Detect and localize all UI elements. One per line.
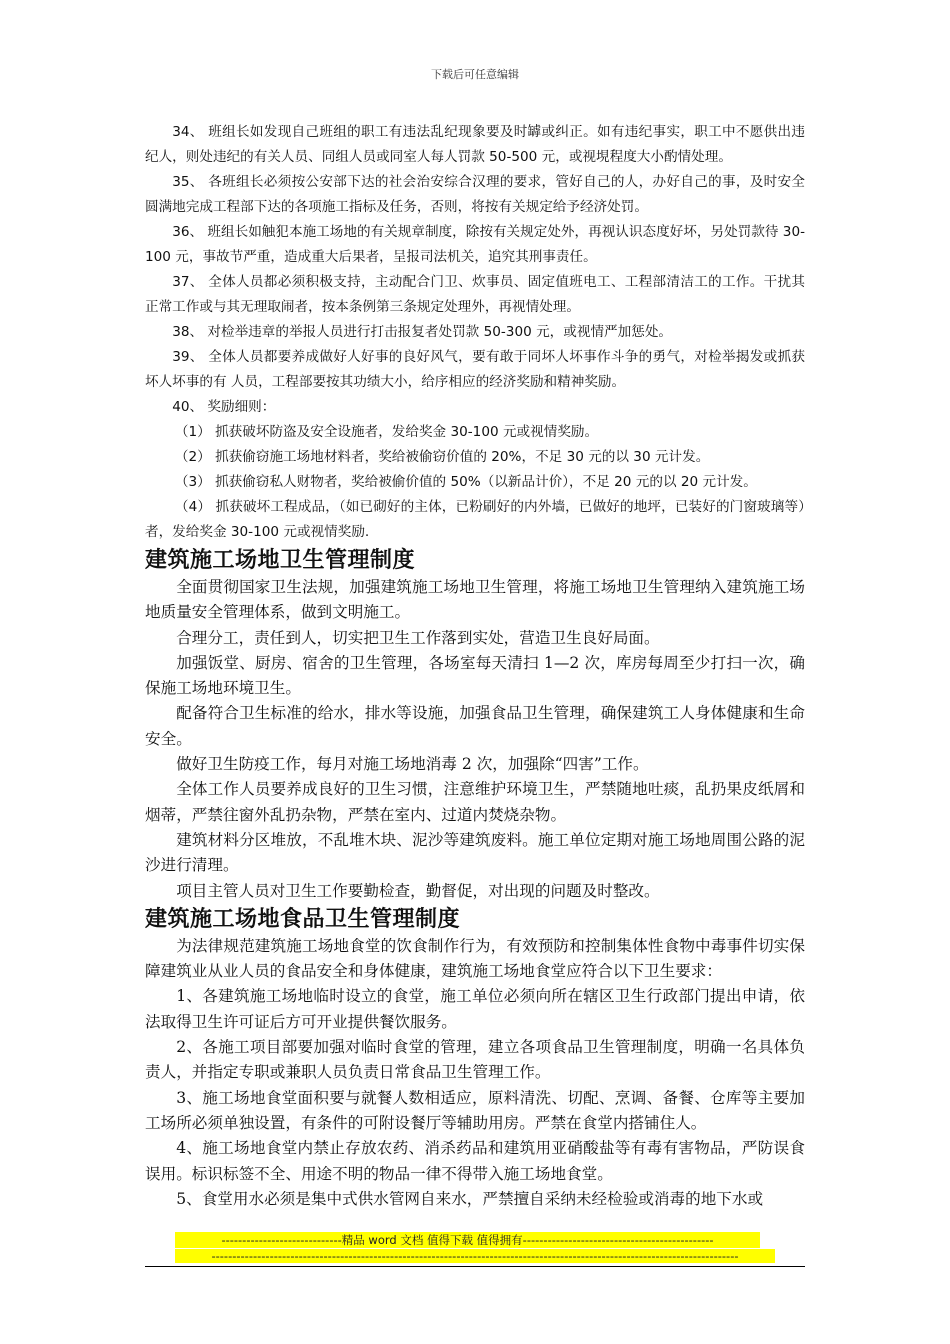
paragraph: 全体工作人员要养成良好的卫生习惯，注意维护环境卫生，严禁随地吐痰，乱扔果皮纸屑和烟蒂，严禁往窗外乱扔杂物，严禁在室内、过道内焚烧杂物。 bbox=[145, 780, 805, 824]
paragraph: 做好卫生防疫工作，每月对施工场地消毒 2 次，加强除“四害”工作。 bbox=[176, 755, 649, 774]
reward-item: （4） 抓获破坏工程成品，（如已砌好的主体，已粉刷好的内外墙，已做好的地坪，已装好的门窗玻璃等）者，发给奖金 30-100 元或视情奖励. bbox=[145, 499, 805, 540]
paragraph: 为法律规范建筑施工场地食堂的饮食制作行为，有效预防和控制集体性食物中毒事件切实保障建筑业从业人员的食品安全和身体健康，建筑施工场地食堂应符合以下卫生要求： bbox=[145, 936, 805, 981]
rule-36: 36、 班组长如触犯本施工场地的有关规章制度，除按有关规定处外，再视认识态度好坏，另处罚款待 30-100 元，事故节严重，造成重大后果者，呈报司法机关，追究其刑事责任。 bbox=[145, 224, 805, 265]
rule-40: 40、 奖励细则： bbox=[172, 399, 276, 415]
rule-38: 38、 对检举违章的举报人员进行打击报复者处罚款 50-300 元，或视情严加惩处。 bbox=[172, 324, 673, 340]
section-title-sanitation: 建筑施工场地卫生管理制度 bbox=[145, 548, 416, 573]
rules-list bbox=[145, 120, 805, 545]
paragraph: 4、施工场地食堂内禁止存放农药、消杀药品和建筑用亚硝酸盐等有毒有害物品，严防误食误用。标识标签不全、用途不明的物品一律不得带入施工场地食堂。 bbox=[145, 1139, 805, 1183]
sanitation-section bbox=[145, 575, 805, 904]
footer-banner-line: -----------------------------精品 word 文档 值得下载 值得拥有---------------------------------------------- bbox=[175, 1232, 760, 1248]
section-title-food-safety: 建筑施工场地食品卫生管理制度 bbox=[145, 906, 461, 932]
rule-39: 39、 全体人员都要养成做好人好事的良好风气，要有敢于同坏人坏事作斗争的勇气，对检举揭发或抓获坏人坏事的有 人员，工程部要按其功绩大小，给序相应的经济奖励和精神奖励。 bbox=[145, 349, 805, 390]
rule-34: 34、 班组长如发现自己班组的职工有违法乱纪现象要及时罅或纠正。如有违纪事实，职工中不愿供出违纪人，则处违纪的有关人员、同组人员或同室人每人罚款 50-500 元，或视垷程度大小酌情处理。 bbox=[145, 124, 805, 165]
paragraph: 建筑材料分区堆放，不乱堆木块、泥沙等建筑废料。施工单位定期对施工场地周围公路的泥沙进行清理。 bbox=[145, 830, 805, 875]
paragraph: 配备符合卫生标准的给水，排水等设施，加强食品卫生管理，确保建筑工人身体健康和生命安全。 bbox=[145, 704, 805, 748]
reward-item: （3） 抓获偷窃私人财物者，奖给被偷价值的 50%（以新品计价），不足 20 元的以 20 元计发。 bbox=[174, 474, 757, 490]
footer-divider bbox=[145, 1266, 805, 1267]
paragraph: 合理分工，责任到人，切实把卫生工作落到实处，营造卫生良好局面。 bbox=[176, 628, 660, 647]
paragraph: 1、各建筑施工场地临时设立的食堂，施工单位必须向所在辖区卫生行政部门提出申请，依法取得卫生许可证后方可开业提供餐饮服务。 bbox=[145, 987, 805, 1031]
food-safety-section bbox=[145, 934, 805, 1212]
footer-banner-line: ------------------------------------------------------------------------------------------------------------------------------- bbox=[175, 1249, 775, 1263]
paragraph: 加强饭堂、厨房、宿舍的卫生管理，各场室每天清扫 1—2 次，库房每周至少打扫一次，确保施工场地环境卫生。 bbox=[145, 653, 805, 698]
document-body bbox=[145, 120, 805, 1212]
rule-37: 37、 全体人员都必须积极支持，主动配合门卫、炊事员、固定值班电工、工程部清洁工的工作。干扰其正常工作或与其无理取闹者，按本条例第三条规定处理外，再视情处理。 bbox=[145, 274, 805, 315]
rule-35: 35、 各班组长必须按公安部下达的社会治安综合汉理的要求，管好自己的人，办好自己的事，及时安全圆满地完成工程部下达的各项施工指标及任务，否则，将按有关规定给予经济处罚。 bbox=[145, 174, 805, 215]
paragraph: 项目主管人员对卫生工作要勤检查，勤督促，对出现的问题及时整改。 bbox=[176, 881, 660, 900]
paragraph: 全面贯彻国家卫生法规，加强建筑施工场地卫生管理，将施工场地卫生管理纳入建筑施工场地质量安全管理体系，做到文明施工。 bbox=[145, 578, 805, 622]
reward-item: （2） 抓获偷窃施工场地材料者，奖给被偷窃价值的 20%，不足 30 元的以 30 元计发。 bbox=[174, 449, 710, 465]
paragraph: 5、食堂用水必须是集中式供水管网自来水，严禁擅自采纳未经检验或消毒的地下水或 bbox=[176, 1189, 764, 1208]
paragraph: 2、各施工项目部要加强对临时食堂的管理，建立各项食品卫生管理制度，明确一名具体负责人，并指定专职或兼职人员负责日常食品卫生管理工作。 bbox=[145, 1038, 805, 1082]
page-header-note: 下载后可任意编辑 bbox=[431, 68, 519, 81]
reward-item: （1） 抓获破坏防盗及安全设施者，发给奖金 30-100 元或视情奖励。 bbox=[174, 424, 599, 440]
paragraph: 3、施工场地食堂面积要与就餐人数相适应，原料清洗、切配、烹调、备餐、仓库等主要加工场所必须单独设置，有条件的可附设餐厅等辅助用房。严禁在食堂内搭铺住人。 bbox=[145, 1088, 805, 1132]
